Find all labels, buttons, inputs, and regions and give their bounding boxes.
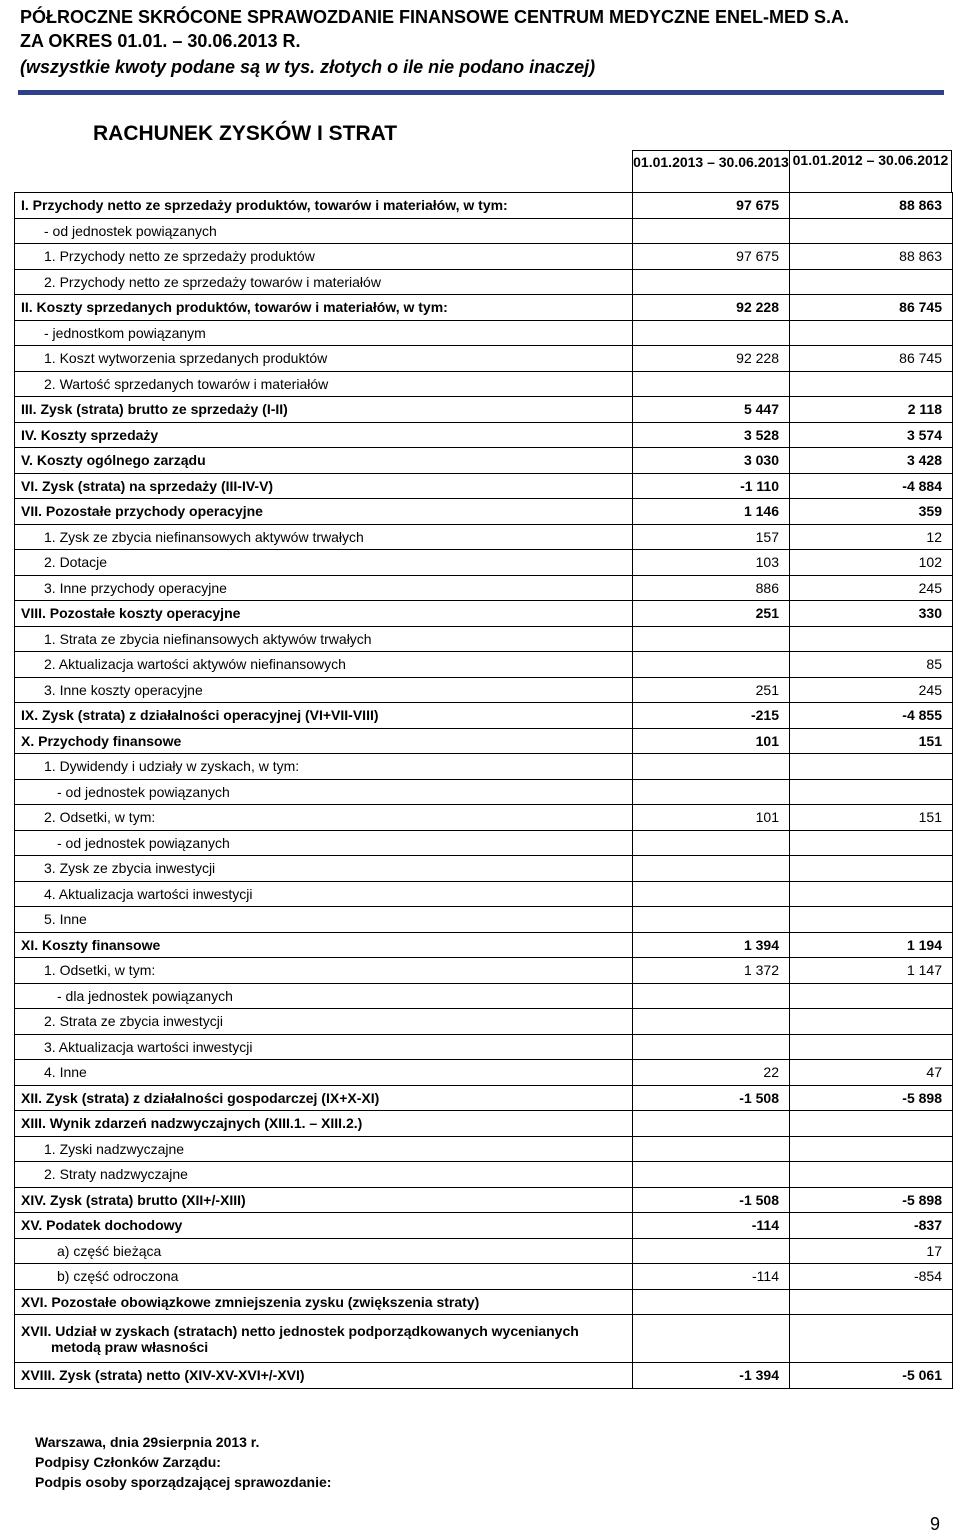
value-2013 [633,652,790,678]
value-2013 [633,1162,790,1188]
row-label: VII. Pozostałe przychody operacyjne [15,499,633,525]
report-title-line1: PÓŁROCZNE SKRÓCONE SPRAWOZDANIE FINANSOWE CENTRUM MEDYCZNE ENEL-MED S.A. [20,7,850,27]
row-label: I. Przychody netto ze sprzedaży produktów, towarów i materiałów, w tym: [15,193,633,219]
value-2013 [633,218,790,244]
row-label: 5. Inne [15,907,633,933]
value-2012 [790,1136,953,1162]
value-2012: 17 [790,1238,953,1264]
table-row [15,1315,953,1363]
value-2013 [633,1289,790,1315]
table-row [15,1111,953,1137]
row-label: 1. Dywidendy i udziały w zyskach, w tym: [15,754,633,780]
column-header-period-2012: 01.01.2012 – 30.06.2012 [789,150,952,192]
value-2012: 359 [790,499,953,525]
value-2012: 245 [790,677,953,703]
row-label: IX. Zysk (strata) z działalności operacyjnej (VI+VII-VIII) [15,703,633,729]
value-2012: -837 [790,1213,953,1239]
row-label: X. Przychody finansowe [15,728,633,754]
value-2012 [790,1289,953,1315]
value-2012 [790,1009,953,1035]
value-2013: 97 675 [633,244,790,270]
row-label: 4. Inne [15,1060,633,1086]
value-2012 [790,830,953,856]
value-2013: -114 [633,1264,790,1290]
value-2012 [790,1162,953,1188]
row-label: XIII. Wynik zdarzeń nadzwyczajnych (XIII.1. – XIII.2.) [15,1111,633,1137]
value-2013: -215 [633,703,790,729]
table-row [15,218,953,244]
row-label: 1. Odsetki, w tym: [15,958,633,984]
table-row [15,728,953,754]
value-2013: 1 372 [633,958,790,984]
value-2013: 3 528 [633,422,790,448]
value-2012: 151 [790,805,953,831]
value-2013 [633,1136,790,1162]
report-title-line2: ZA OKRES 01.01. – 30.06.2013 R. [20,31,301,51]
table-row [15,320,953,346]
table-row [15,448,953,474]
table-row [15,1034,953,1060]
row-label: VI. Zysk (strata) na sprzedaży (III-IV-V) [15,473,633,499]
preparer-signature-label: Podpis osoby sporządzającej sprawozdanie: [35,1474,332,1490]
row-label: V. Koszty ogólnego zarządu [15,448,633,474]
value-2013: -1 508 [633,1085,790,1111]
row-label: - od jednostek powiązanych [15,218,633,244]
value-2012: 151 [790,728,953,754]
table-row [15,1264,953,1290]
value-2012: 1 147 [790,958,953,984]
value-2013: -1 394 [633,1363,790,1389]
table-row [15,499,953,525]
row-label: 2. Przychody netto ze sprzedaży towarów i materiałów [15,269,633,295]
value-2013 [633,830,790,856]
table-row [15,1289,953,1315]
row-label: 1. Zysk ze zbycia niefinansowych aktywów trwałych [15,524,633,550]
table-row [15,1187,953,1213]
table-row [15,932,953,958]
table-row [15,830,953,856]
table-row [15,295,953,321]
row-label: 2. Wartość sprzedanych towarów i materiałów [15,371,633,397]
table-row [15,856,953,882]
row-label: 1. Zyski nadzwyczajne [15,1136,633,1162]
value-2012: 245 [790,575,953,601]
value-2012 [790,779,953,805]
row-label: XIV. Zysk (strata) brutto (XII+/-XIII) [15,1187,633,1213]
report-currency-note: (wszystkie kwoty podane są w tys. złotych o ile nie podano inaczej) [20,57,596,77]
value-2013: 157 [633,524,790,550]
row-label: - od jednostek powiązanych [15,830,633,856]
row-label: XVIII. Zysk (strata) netto (XIV-XV-XVI+/-XVI) [15,1363,633,1389]
value-2012: 3 428 [790,448,953,474]
value-2013: -1 110 [633,473,790,499]
table-row [15,244,953,270]
value-2013: 22 [633,1060,790,1086]
table-row [15,779,953,805]
value-2013: 251 [633,601,790,627]
value-2013: 5 447 [633,397,790,423]
row-label: 2. Strata ze zbycia inwestycji [15,1009,633,1035]
row-label: XVI. Pozostałe obowiązkowe zmniejszenia zysku (zwiększenia straty) [15,1289,633,1315]
value-2012: 88 863 [790,193,953,219]
row-label: XV. Podatek dochodowy [15,1213,633,1239]
value-2012: 3 574 [790,422,953,448]
table-row [15,1162,953,1188]
value-2012: 102 [790,550,953,576]
value-2012 [790,881,953,907]
row-label: 3. Inne koszty operacyjne [15,677,633,703]
value-2012 [790,218,953,244]
value-2013 [633,1238,790,1264]
row-label: 3. Zysk ze zbycia inwestycji [15,856,633,882]
table-row [15,346,953,372]
board-signatures-label: Podpisy Członków Zarządu: [35,1454,221,1470]
row-label: 1. Strata ze zbycia niefinansowych aktywów trwałych [15,626,633,652]
value-2013 [633,626,790,652]
value-2012: 12 [790,524,953,550]
value-2013: 1 394 [633,932,790,958]
section-title: RACHUNEK ZYSKÓW I STRAT [93,122,398,145]
table-row [15,881,953,907]
row-label: a) część bieżąca [15,1238,633,1264]
value-2013: 97 675 [633,193,790,219]
value-2013: 92 228 [633,346,790,372]
row-label: - od jednostek powiązanych [15,779,633,805]
row-label: II. Koszty sprzedanych produktów, towarów i materiałów, w tym: [15,295,633,321]
value-2012 [790,1315,953,1363]
value-2012 [790,907,953,933]
value-2012: 85 [790,652,953,678]
value-2013 [633,1009,790,1035]
income-statement-body [15,193,953,1389]
value-2013: 3 030 [633,448,790,474]
table-row [15,575,953,601]
table-row [15,958,953,984]
income-statement-table [14,192,953,1389]
value-2012 [790,371,953,397]
table-row [15,626,953,652]
value-2013: 92 228 [633,295,790,321]
value-2012 [790,754,953,780]
value-2013: 1 146 [633,499,790,525]
value-2012 [790,269,953,295]
value-2013: 251 [633,677,790,703]
table-row [15,1363,953,1389]
table-row [15,422,953,448]
table-row [15,703,953,729]
value-2012 [790,320,953,346]
value-2012: 2 118 [790,397,953,423]
value-2013 [633,907,790,933]
row-label: 1. Przychody netto ze sprzedaży produktów [15,244,633,270]
value-2012: 88 863 [790,244,953,270]
row-label: VIII. Pozostałe koszty operacyjne [15,601,633,627]
table-row [15,193,953,219]
value-2012: -5 061 [790,1363,953,1389]
value-2012: -4 855 [790,703,953,729]
value-2012: -854 [790,1264,953,1290]
value-2013 [633,1111,790,1137]
row-label: XI. Koszty finansowe [15,932,633,958]
row-label: 2. Aktualizacja wartości aktywów niefinansowych [15,652,633,678]
table-row [15,1085,953,1111]
table-row [15,805,953,831]
value-2013: -1 508 [633,1187,790,1213]
table-row [15,550,953,576]
value-2012 [790,626,953,652]
table-row [15,397,953,423]
value-2013 [633,856,790,882]
value-2012: 47 [790,1060,953,1086]
table-row [15,652,953,678]
table-row [15,1009,953,1035]
value-2013 [633,1315,790,1363]
value-2013 [633,983,790,1009]
value-2013 [633,320,790,346]
value-2013: 103 [633,550,790,576]
row-label: - jednostkom powiązanym [15,320,633,346]
table-row [15,754,953,780]
value-2012: -4 884 [790,473,953,499]
value-2013 [633,1034,790,1060]
table-row [15,601,953,627]
value-2012: 86 745 [790,295,953,321]
table-row [15,524,953,550]
value-2012 [790,1111,953,1137]
value-2013: 101 [633,805,790,831]
column-header-period-2013: 01.01.2013 – 30.06.2013 [632,150,789,192]
row-label: XII. Zysk (strata) z działalności gospodarczej (IX+X-XI) [15,1085,633,1111]
header-divider [18,90,944,95]
value-2013: 886 [633,575,790,601]
table-row [15,269,953,295]
value-2012 [790,856,953,882]
value-2012: -5 898 [790,1085,953,1111]
row-label: 2. Straty nadzwyczajne [15,1162,633,1188]
table-row [15,371,953,397]
row-label: 2. Dotacje [15,550,633,576]
row-label: 3. Aktualizacja wartości inwestycji [15,1034,633,1060]
table-row [15,473,953,499]
table-row [15,907,953,933]
row-label: 2. Odsetki, w tym: [15,805,633,831]
table-row [15,1213,953,1239]
value-2012: -5 898 [790,1187,953,1213]
place-and-date: Warszawa, dnia 29sierpnia 2013 r. [35,1434,260,1450]
value-2012: 330 [790,601,953,627]
row-label: b) część odroczona [15,1264,633,1290]
value-2013 [633,779,790,805]
value-2012 [790,1034,953,1060]
value-2013 [633,881,790,907]
value-2012: 86 745 [790,346,953,372]
row-label: IV. Koszty sprzedaży [15,422,633,448]
row-label: 1. Koszt wytworzenia sprzedanych produktów [15,346,633,372]
value-2013 [633,754,790,780]
row-label: 3. Inne przychody operacyjne [15,575,633,601]
table-row [15,1060,953,1086]
page-number: 9 [929,1514,940,1534]
row-label: 4. Aktualizacja wartości inwestycji [15,881,633,907]
value-2013: 101 [633,728,790,754]
value-2012 [790,983,953,1009]
value-2013 [633,371,790,397]
row-label: - dla jednostek powiązanych [15,983,633,1009]
value-2013 [633,269,790,295]
value-2012: 1 194 [790,932,953,958]
table-row [15,983,953,1009]
table-row [15,677,953,703]
row-label: III. Zysk (strata) brutto ze sprzedaży (I-II) [15,397,633,423]
table-row [15,1238,953,1264]
value-2013: -114 [633,1213,790,1239]
row-label: XVII. Udział w zyskach (stratach) netto jednostek podporządkowanych wycenianych metodą praw własności [15,1315,633,1363]
table-row [15,1136,953,1162]
